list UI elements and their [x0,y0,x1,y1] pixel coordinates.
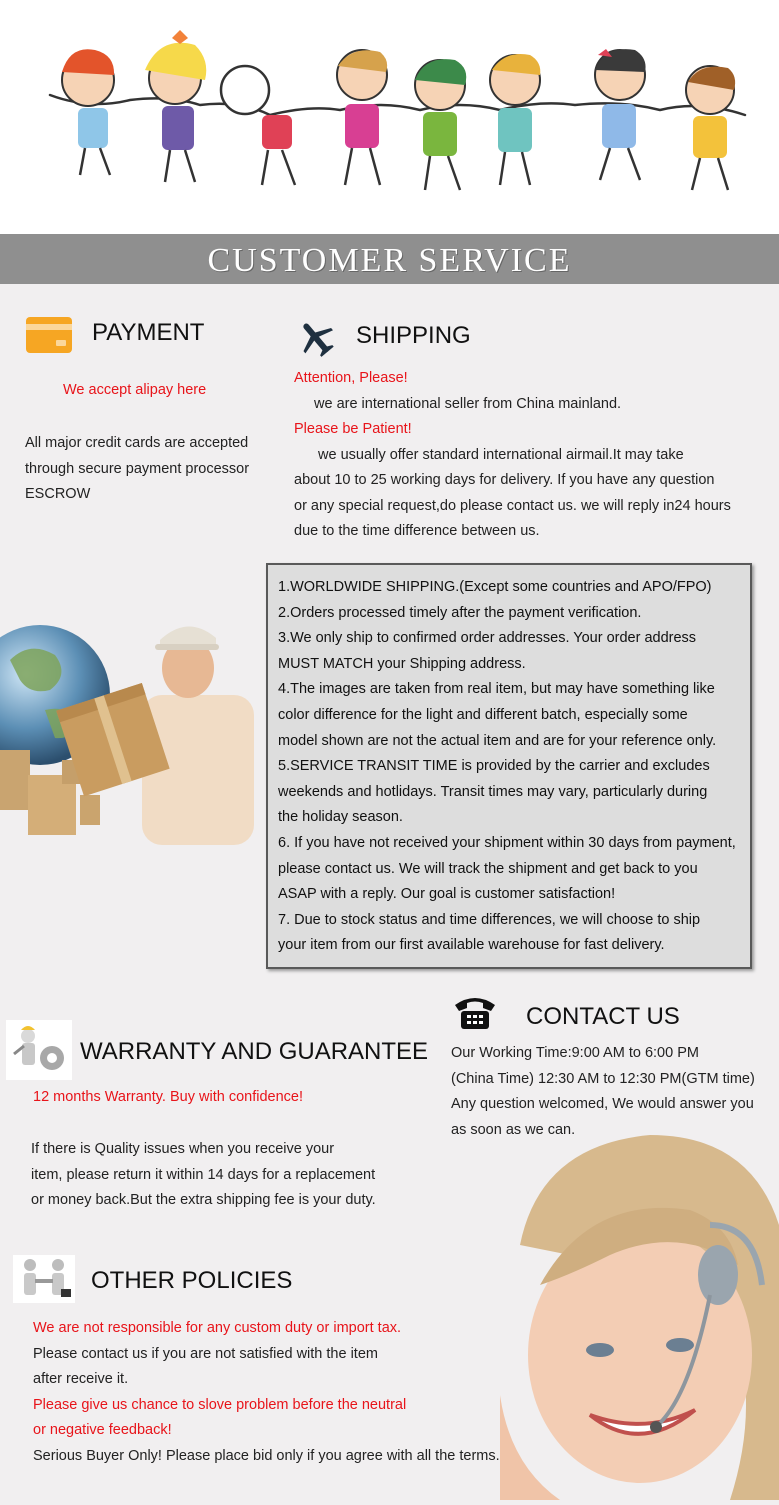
policy-line: 5.SERVICE TRANSIT TIME is provided by the carrier and excludes [278,758,710,775]
policy-line: ASAP with a reply. Our goal is customer satisfaction! [278,886,616,903]
other-policy-line: Please contact us if you are not satisfied with the item [33,1345,378,1362]
policy-line: 3.We only ship to confirmed order addresses. Your order address [278,630,697,647]
policy-line: MUST MATCH your Shipping address. [278,655,526,672]
policy-line: 2.Orders processed timely after the payment verification. [278,604,642,621]
warranty-title: WARRANTY AND GUARANTEE [80,1038,429,1065]
handshake-icon [13,1255,75,1303]
seller-note: we are international seller from China mainland. [314,395,622,412]
policy-line: 4.The images are taken from real item, but may have something like [278,681,715,698]
warranty-line: If there is Quality issues when you receive your [31,1141,335,1157]
telephone-icon [453,995,497,1031]
policy-list [278,575,736,959]
shipping-title: SHIPPING [356,322,471,349]
other-policy-line: Serious Buyer Only! Please place bid only if you agree with all the terms. [33,1447,500,1464]
payment-text [25,431,249,508]
policy-line: the holiday season. [278,809,403,826]
payment-line: All major credit cards are accepted [25,435,249,451]
kids-illustration [0,0,779,234]
other-policies-text [33,1316,500,1469]
policy-box [266,563,752,969]
patient-note: Please be Patient! [294,421,412,437]
credit-card-icon [26,317,72,353]
other-policies-title: OTHER POLICIES [91,1267,293,1294]
policy-line: model shown are not the actual item and are for your reference only. [278,732,717,749]
contact-line: Our Working Time:9:00 AM to 6:00 PM [451,1045,699,1061]
customer-service-title: CUSTOMER SERVICE [207,242,572,279]
payment-line: through secure payment processor [25,460,250,477]
contact-line: as soon as we can. [451,1121,576,1138]
kids-banner [0,0,779,234]
policy-line: weekends and hotlidays. Transit times may vary, particularly during [278,783,708,800]
policy-line: please contact us. We will track the shipment and get back to you [278,860,698,877]
alipay-note: We accept alipay here [63,382,207,398]
policy-line: 7. Due to stock status and time differences, we will choose to ship [278,911,701,928]
other-policy-line: Please give us chance to slove problem before the neutral [33,1396,407,1413]
airplane-icon [296,318,336,358]
contact-text [451,1041,755,1143]
policy-line: your item from our first available warehouse for fast delivery. [278,937,665,954]
warranty-line: item, please return it within 14 days for a replacement [31,1166,376,1183]
policy-line: 1.WORLDWIDE SHIPPING.(Except some countries and APO/FPO) [278,579,712,595]
shipping-line: or any special request,do please contact us. we will reply in24 hours [294,497,731,514]
payment-line: ESCROW [25,486,91,502]
attention-note: Attention, Please! [294,370,408,386]
warranty-line: or money back.But the extra shipping fee is your duty. [31,1192,376,1208]
contact-line: Any question welcomed, We would answer you [451,1096,754,1112]
contact-title: CONTACT US [526,1003,680,1030]
shipping-text [294,366,731,545]
other-policy-line: We are not responsible for any custom duty or import tax. [33,1320,402,1336]
policy-line: color difference for the light and different batch, especially some [278,706,688,723]
payment-title: PAYMENT [92,319,205,346]
other-policy-line: or negative feedback! [33,1422,172,1438]
other-policy-line: after receive it. [33,1371,129,1387]
warranty-highlight: 12 months Warranty. Buy with confidence! [33,1089,303,1105]
shipping-line: due to the time difference between us. [294,523,540,539]
gear-worker-icon [6,1020,72,1080]
contact-line: (China Time) 12:30 AM to 12:30 PM(GTM time) [451,1070,755,1087]
shipping-line: about 10 to 25 working days for delivery. If you have any question [294,472,715,488]
policy-line: 6. If you have not received your shipment within 30 days from payment, [278,834,736,851]
shipping-line: we usually offer standard international airmail.It may take [318,446,684,463]
support-agent-illustration [480,1135,779,1500]
delivery-man-illustration [0,600,262,860]
warranty-text [31,1137,376,1214]
